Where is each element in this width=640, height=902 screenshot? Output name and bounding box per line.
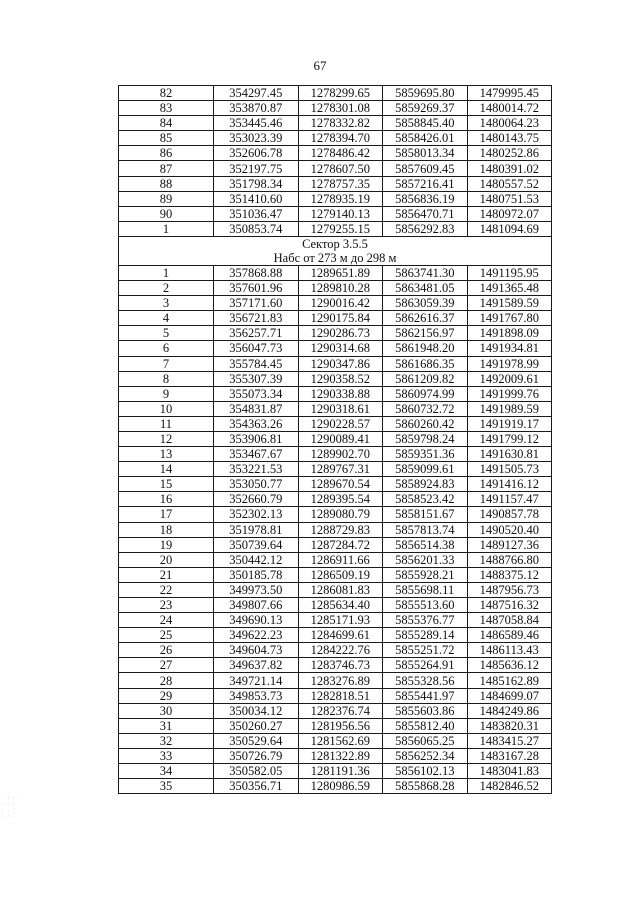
coordinate-cell: 5860974.99 — [383, 386, 468, 401]
coordinate-cell: 350260.27 — [214, 718, 299, 733]
table-row — [119, 537, 552, 552]
coordinate-cell: 1290358.52 — [298, 371, 383, 386]
coordinate-cell: 1491934.81 — [467, 341, 552, 356]
coordinate-cell: 350034.12 — [214, 703, 299, 718]
coordinate-cell: 1490857.78 — [467, 507, 552, 522]
coordinate-cell: 351978.81 — [214, 522, 299, 537]
coordinate-cell: 5857813.74 — [383, 522, 468, 537]
coordinate-cell: 5855376.77 — [383, 613, 468, 628]
coordinate-cell: 1289810.28 — [298, 281, 383, 296]
table-row — [119, 341, 552, 356]
coordinate-cell: 1281322.89 — [298, 748, 383, 763]
coordinate-cell: 5855264.91 — [383, 658, 468, 673]
coordinate-cell: 351410.60 — [214, 191, 299, 206]
coordinate-cell: 1491416.12 — [467, 477, 552, 492]
coordinate-cell: 5858523.42 — [383, 492, 468, 507]
coordinate-cell: 5855289.14 — [383, 628, 468, 643]
point-number-cell: 84 — [119, 116, 214, 131]
table-row — [119, 613, 552, 628]
coordinate-cell: 5855328.56 — [383, 673, 468, 688]
coordinate-cell: 5859099.61 — [383, 462, 468, 477]
table-row — [119, 582, 552, 597]
table-row — [119, 311, 552, 326]
point-number-cell: 32 — [119, 733, 214, 748]
coordinate-cell: 1281191.36 — [298, 764, 383, 779]
coordinate-cell: 355307.39 — [214, 371, 299, 386]
point-number-cell: 27 — [119, 658, 214, 673]
coordinate-cell: 1491978.99 — [467, 356, 552, 371]
coordinate-cell: 1491999.76 — [467, 386, 552, 401]
coordinate-cell: 352606.78 — [214, 146, 299, 161]
coordinate-cell: 349853.73 — [214, 688, 299, 703]
point-number-cell: 25 — [119, 628, 214, 643]
coordinate-cell: 1480391.02 — [467, 161, 552, 176]
coordinate-cell: 1483820.31 — [467, 718, 552, 733]
table-row — [119, 703, 552, 718]
coordinate-cell: 352660.79 — [214, 492, 299, 507]
coordinate-cell: 1483415.27 — [467, 733, 552, 748]
coordinate-cell: 1481094.69 — [467, 221, 552, 236]
point-number-cell: 18 — [119, 522, 214, 537]
coordinate-cell: 1488375.12 — [467, 567, 552, 582]
coordinate-cell: 353445.46 — [214, 116, 299, 131]
table-row — [119, 477, 552, 492]
coordinate-cell: 5855513.60 — [383, 598, 468, 613]
coordinate-cell: 1480252.86 — [467, 146, 552, 161]
coordinate-cell: 1491799.12 — [467, 431, 552, 446]
coordinate-cell: 5856836.19 — [383, 191, 468, 206]
coordinate-cell: 1281956.56 — [298, 718, 383, 733]
coordinate-cell: 1290338.88 — [298, 386, 383, 401]
coordinate-cell: 352302.13 — [214, 507, 299, 522]
coordinate-cell: 1487058.84 — [467, 613, 552, 628]
coordinate-cell: 350739.64 — [214, 537, 299, 552]
coordinate-cell: 5862156.97 — [383, 326, 468, 341]
table-row — [119, 462, 552, 477]
coordinate-cell: 350356.71 — [214, 779, 299, 794]
coordinate-cell: 349604.73 — [214, 643, 299, 658]
coordinate-cell: 350529.64 — [214, 733, 299, 748]
coordinate-cell: 1278486.42 — [298, 146, 383, 161]
coordinate-cell: 1486589.46 — [467, 628, 552, 643]
table-row — [119, 643, 552, 658]
coordinate-cell: 5863481.05 — [383, 281, 468, 296]
coordinate-cell: 1486113.43 — [467, 643, 552, 658]
point-number-cell: 1 — [119, 221, 214, 236]
coordinate-cell: 5856514.38 — [383, 537, 468, 552]
coordinate-cell: 1491157.47 — [467, 492, 552, 507]
coordinate-cell: 1491505.73 — [467, 462, 552, 477]
coordinate-cell: 1285634.40 — [298, 598, 383, 613]
table-row — [119, 116, 552, 131]
coordinate-cell: 356721.83 — [214, 311, 299, 326]
table-row — [119, 356, 552, 371]
coordinate-cell: 5861948.20 — [383, 341, 468, 356]
coordinate-cell: 349637.82 — [214, 658, 299, 673]
point-number-cell: 13 — [119, 447, 214, 462]
table-row — [119, 281, 552, 296]
coordinate-cell: 5859269.37 — [383, 101, 468, 116]
coordinate-cell: 350726.79 — [214, 748, 299, 763]
table-body-before — [119, 86, 552, 237]
point-number-cell: 24 — [119, 613, 214, 628]
coordinate-cell: 1482846.52 — [467, 779, 552, 794]
point-number-cell: 7 — [119, 356, 214, 371]
coordinate-cell: 1290286.73 — [298, 326, 383, 341]
coordinate-cell: 1485162.89 — [467, 673, 552, 688]
section-title: Сектор 3.5.5 — [302, 236, 368, 251]
coordinate-cell: 1491767.80 — [467, 311, 552, 326]
point-number-cell: 19 — [119, 537, 214, 552]
coordinate-cell: 1280986.59 — [298, 779, 383, 794]
table-row — [119, 764, 552, 779]
coordinate-cell: 5858151.67 — [383, 507, 468, 522]
point-number-cell: 4 — [119, 311, 214, 326]
coordinate-cell: 1290089.41 — [298, 431, 383, 446]
coordinate-cell: 1278299.65 — [298, 86, 383, 101]
table-row — [119, 371, 552, 386]
coordinate-cell: 1479995.45 — [467, 86, 552, 101]
table-row — [119, 507, 552, 522]
table-row — [119, 401, 552, 416]
coordinate-cell: 354831.87 — [214, 401, 299, 416]
table-row — [119, 265, 552, 280]
table-row — [119, 673, 552, 688]
table-row — [119, 598, 552, 613]
table-row — [119, 748, 552, 763]
coordinate-cell: 5860732.72 — [383, 401, 468, 416]
coordinate-cell: 1278935.19 — [298, 191, 383, 206]
coordinate-cell: 5860260.42 — [383, 416, 468, 431]
table-row — [119, 176, 552, 191]
point-number-cell: 86 — [119, 146, 214, 161]
coordinate-cell: 1289395.54 — [298, 492, 383, 507]
coordinate-cell: 351036.47 — [214, 206, 299, 221]
coordinate-cell: 1491195.95 — [467, 265, 552, 280]
coordinate-cell: 353221.53 — [214, 462, 299, 477]
table-row — [119, 221, 552, 236]
coordinate-cell: 1285171.93 — [298, 613, 383, 628]
point-number-cell: 23 — [119, 598, 214, 613]
coordinate-cell: 5855441.97 — [383, 688, 468, 703]
table-row — [119, 191, 552, 206]
coordinate-cell: 355784.45 — [214, 356, 299, 371]
coordinate-cell: 5859351.36 — [383, 447, 468, 462]
point-number-cell: 87 — [119, 161, 214, 176]
point-number-cell: 3 — [119, 296, 214, 311]
section-header-row — [119, 236, 552, 265]
coordinate-cell: 5856252.34 — [383, 748, 468, 763]
point-number-cell: 12 — [119, 431, 214, 446]
point-number-cell: 2 — [119, 281, 214, 296]
point-number-cell: 10 — [119, 401, 214, 416]
table-row — [119, 658, 552, 673]
coordinate-cell: 1491919.17 — [467, 416, 552, 431]
coordinate-cell: 5855251.72 — [383, 643, 468, 658]
coordinate-cell: 349721.14 — [214, 673, 299, 688]
table-row — [119, 522, 552, 537]
coordinate-cell: 1485636.12 — [467, 658, 552, 673]
point-number-cell: 8 — [119, 371, 214, 386]
coordinate-cell: 353870.87 — [214, 101, 299, 116]
section-header-cell — [119, 236, 552, 265]
point-number-cell: 90 — [119, 206, 214, 221]
coordinate-cell: 1491589.59 — [467, 296, 552, 311]
point-number-cell: 21 — [119, 567, 214, 582]
coordinate-cell: 1480143.75 — [467, 131, 552, 146]
coordinate-cell: 1491898.09 — [467, 326, 552, 341]
table-row — [119, 416, 552, 431]
coordinate-cell: 1487956.73 — [467, 582, 552, 597]
coordinate-cell: 357171.60 — [214, 296, 299, 311]
coordinate-cell: 5855812.40 — [383, 718, 468, 733]
coordinate-cell: 5863059.39 — [383, 296, 468, 311]
point-number-cell: 85 — [119, 131, 214, 146]
coordinate-cell: 1290228.57 — [298, 416, 383, 431]
coordinate-cell: 5855928.21 — [383, 567, 468, 582]
page-number: 67 — [313, 58, 327, 73]
coordinate-cell: 1282376.74 — [298, 703, 383, 718]
coordinate-cell: 1491989.59 — [467, 401, 552, 416]
point-number-cell: 83 — [119, 101, 214, 116]
coordinate-cell: 350853.74 — [214, 221, 299, 236]
coordinate-cell: 1289651.89 — [298, 265, 383, 280]
coordinate-cell: 1279140.13 — [298, 206, 383, 221]
coordinate-cell: 1490520.40 — [467, 522, 552, 537]
coordinate-cell: 5856292.83 — [383, 221, 468, 236]
coordinate-cell: 354363.26 — [214, 416, 299, 431]
point-number-cell: 16 — [119, 492, 214, 507]
coordinate-cell: 1480557.52 — [467, 176, 552, 191]
coordinate-cell: 355073.34 — [214, 386, 299, 401]
coordinate-cell: 5857609.45 — [383, 161, 468, 176]
coordinate-cell: 5856102.13 — [383, 764, 468, 779]
coordinate-cell: 1287284.72 — [298, 537, 383, 552]
table-row — [119, 733, 552, 748]
coordinate-cell: 5863741.30 — [383, 265, 468, 280]
table-row — [119, 386, 552, 401]
section-subtitle: Набс от 273 м до 298 м — [273, 250, 397, 265]
coordinate-cell: 1278301.08 — [298, 101, 383, 116]
coordinate-cell: 350185.78 — [214, 567, 299, 582]
coordinate-cell: 5859695.80 — [383, 86, 468, 101]
coordinate-cell: 351798.34 — [214, 176, 299, 191]
coordinate-cell: 5858924.83 — [383, 477, 468, 492]
coordinate-cell: 1278607.50 — [298, 161, 383, 176]
coordinate-cell: 1279255.15 — [298, 221, 383, 236]
coordinate-cell: 5855698.11 — [383, 582, 468, 597]
table-row — [119, 779, 552, 794]
coordinate-cell: 353467.67 — [214, 447, 299, 462]
table-row — [119, 326, 552, 341]
coordinate-cell: 1491365.48 — [467, 281, 552, 296]
coordinate-cell: 1290314.68 — [298, 341, 383, 356]
coordinate-cell: 1286081.83 — [298, 582, 383, 597]
coordinate-cell: 1289080.79 — [298, 507, 383, 522]
table-row — [119, 628, 552, 643]
table-body-after — [119, 265, 552, 793]
table-row — [119, 86, 552, 101]
coordinate-cell: 1288729.83 — [298, 522, 383, 537]
coordinate-cell: 353906.81 — [214, 431, 299, 446]
coordinate-cell: 1283276.89 — [298, 673, 383, 688]
coordinate-cell: 5857216.41 — [383, 176, 468, 191]
coordinate-cell: 1289902.70 — [298, 447, 383, 462]
coordinate-cell: 1483167.28 — [467, 748, 552, 763]
coordinate-cell: 1290016.42 — [298, 296, 383, 311]
coordinate-cell: 5856201.33 — [383, 552, 468, 567]
table-row — [119, 718, 552, 733]
coordinate-cell: 1483041.83 — [467, 764, 552, 779]
section-header — [119, 236, 552, 265]
coordinate-cell: 1282818.51 — [298, 688, 383, 703]
point-number-cell: 29 — [119, 688, 214, 703]
table-row — [119, 131, 552, 146]
point-number-cell: 15 — [119, 477, 214, 492]
point-number-cell: 26 — [119, 643, 214, 658]
scan-artifact: · : · . . · : · . · : · . — [2, 795, 21, 819]
point-number-cell: 89 — [119, 191, 214, 206]
coordinate-cell: 356047.73 — [214, 341, 299, 356]
coordinate-cell: 354297.45 — [214, 86, 299, 101]
coordinate-cell: 1489127.36 — [467, 537, 552, 552]
coordinate-cell: 349622.23 — [214, 628, 299, 643]
coordinate-cell: 350442.12 — [214, 552, 299, 567]
point-number-cell: 14 — [119, 462, 214, 477]
coordinate-cell: 1289767.31 — [298, 462, 383, 477]
table-row — [119, 688, 552, 703]
coordinate-cell: 1290175.84 — [298, 311, 383, 326]
coordinate-cell: 1284222.76 — [298, 643, 383, 658]
coordinate-cell: 1278394.70 — [298, 131, 383, 146]
table-row — [119, 492, 552, 507]
coordinate-cell: 350582.05 — [214, 764, 299, 779]
coordinate-cell: 5862616.37 — [383, 311, 468, 326]
coordinate-cell: 5861209.82 — [383, 371, 468, 386]
coordinate-cell: 5856065.25 — [383, 733, 468, 748]
coordinate-cell: 1480751.53 — [467, 191, 552, 206]
coordinate-cell: 349690.13 — [214, 613, 299, 628]
coordinate-cell: 5858013.34 — [383, 146, 468, 161]
coordinate-cell: 1289670.54 — [298, 477, 383, 492]
coordinate-cell: 352197.75 — [214, 161, 299, 176]
coordinate-cell: 357601.96 — [214, 281, 299, 296]
coordinate-cell: 1484249.86 — [467, 703, 552, 718]
coordinate-cell: 1284699.61 — [298, 628, 383, 643]
coordinate-cell: 5861686.35 — [383, 356, 468, 371]
coordinate-cell: 5856470.71 — [383, 206, 468, 221]
coordinate-cell: 1487516.32 — [467, 598, 552, 613]
point-number-cell: 82 — [119, 86, 214, 101]
coordinate-cell: 353050.77 — [214, 477, 299, 492]
coordinate-cell: 1480064.23 — [467, 116, 552, 131]
table-row — [119, 296, 552, 311]
coordinate-cell: 349973.50 — [214, 582, 299, 597]
point-number-cell: 31 — [119, 718, 214, 733]
coordinate-cell: 356257.71 — [214, 326, 299, 341]
coordinate-cell: 1491630.81 — [467, 447, 552, 462]
coordinate-cell: 5855603.86 — [383, 703, 468, 718]
table-row — [119, 447, 552, 462]
coordinate-cell: 1492009.61 — [467, 371, 552, 386]
coordinate-cell: 5859798.24 — [383, 431, 468, 446]
coordinates-table — [118, 85, 552, 794]
point-number-cell: 34 — [119, 764, 214, 779]
coordinate-cell: 5855868.28 — [383, 779, 468, 794]
point-number-cell: 11 — [119, 416, 214, 431]
coordinate-cell: 1290318.61 — [298, 401, 383, 416]
coordinate-cell: 357868.88 — [214, 265, 299, 280]
coordinate-cell: 1281562.69 — [298, 733, 383, 748]
table-row — [119, 206, 552, 221]
point-number-cell: 17 — [119, 507, 214, 522]
point-number-cell: 1 — [119, 265, 214, 280]
point-number-cell: 88 — [119, 176, 214, 191]
coordinate-cell: 1480014.72 — [467, 101, 552, 116]
table-row — [119, 431, 552, 446]
point-number-cell: 30 — [119, 703, 214, 718]
point-number-cell: 28 — [119, 673, 214, 688]
coordinate-cell: 1484699.07 — [467, 688, 552, 703]
coordinate-cell: 1290347.86 — [298, 356, 383, 371]
coordinate-cell: 1480972.07 — [467, 206, 552, 221]
coordinate-cell: 5858845.40 — [383, 116, 468, 131]
point-number-cell: 6 — [119, 341, 214, 356]
point-number-cell: 9 — [119, 386, 214, 401]
point-number-cell: 35 — [119, 779, 214, 794]
point-number-cell: 33 — [119, 748, 214, 763]
coordinate-cell: 1286509.19 — [298, 567, 383, 582]
coordinate-cell: 353023.39 — [214, 131, 299, 146]
coordinate-cell: 1488766.80 — [467, 552, 552, 567]
point-number-cell: 5 — [119, 326, 214, 341]
table-row — [119, 567, 552, 582]
table-row — [119, 101, 552, 116]
point-number-cell: 22 — [119, 582, 214, 597]
coordinate-cell: 349807.66 — [214, 598, 299, 613]
point-number-cell: 20 — [119, 552, 214, 567]
coordinate-cell: 1278757.35 — [298, 176, 383, 191]
table-row — [119, 552, 552, 567]
table-row — [119, 161, 552, 176]
coordinate-cell: 5858426.01 — [383, 131, 468, 146]
coordinate-cell: 1286911.66 — [298, 552, 383, 567]
table-row — [119, 146, 552, 161]
coordinate-cell: 1278332.82 — [298, 116, 383, 131]
coordinate-cell: 1283746.73 — [298, 658, 383, 673]
